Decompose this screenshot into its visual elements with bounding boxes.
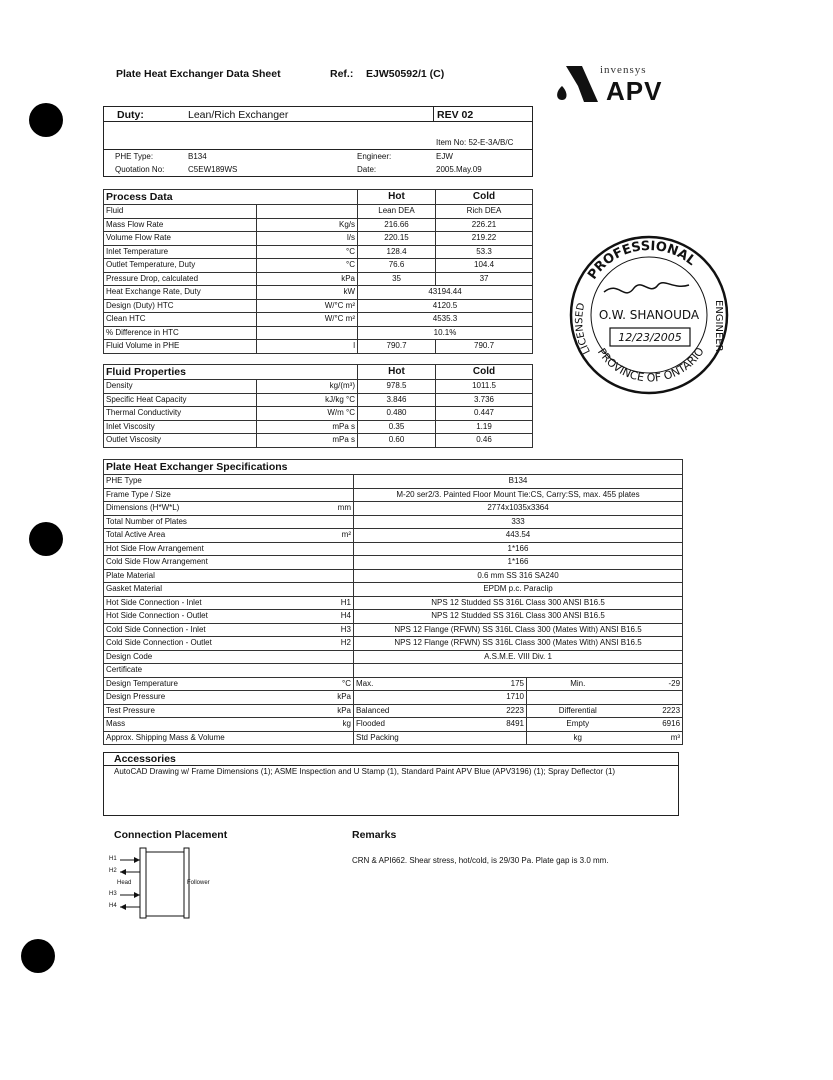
follower-label: Follower — [187, 880, 210, 886]
duty-label: Duty: — [117, 109, 144, 121]
table-row: Outlet Viscosity mPa s 0.60 0.46 — [104, 434, 533, 448]
h4-label: H4 — [109, 903, 117, 909]
stamp-engineer: ENGINEER — [713, 300, 724, 352]
accessories-box — [103, 752, 679, 816]
fluid-properties-title: Fluid Properties — [104, 365, 358, 380]
engineer-value: EJW — [436, 152, 453, 161]
table-row: Design Code A.S.M.E. VIII Div. 1 — [104, 650, 683, 664]
table-row: % Difference in HTC 10.1% — [104, 326, 533, 340]
table-row: Cold Side Flow Arrangement 1*166 — [104, 556, 683, 570]
table-row: Pressure Drop, calculated kPa 35 37 — [104, 272, 533, 286]
duty-value: Lean/Rich Exchanger — [188, 109, 289, 121]
table-row: Certificate — [104, 664, 683, 678]
stamp-licensed: LICENSED — [574, 301, 593, 356]
table-row: Hot Side Connection - Outlet H4 NPS 12 Studded SS 316L Class 300 ANSI B16.5 — [104, 610, 683, 624]
table-row: Dimensions (H*W*L) mm 2774x1035x3364 — [104, 502, 683, 516]
table-row: Design Pressure kPa 1710 — [104, 691, 683, 705]
accessories-text: AutoCAD Drawing w/ Frame Dimensions (1); ASME Inspection and U Stamp (1), Standard Paint APV Blue (APV3196) (1); Spray Deflector (1) — [114, 767, 616, 776]
h1-label: H1 — [109, 856, 117, 862]
apv-logo — [552, 62, 682, 106]
engineer-label: Engineer: — [357, 152, 392, 161]
date-label: Date: — [357, 165, 377, 174]
phe-type-label: PHE Type: — [115, 152, 154, 161]
fluid-properties-table — [103, 364, 533, 448]
table-row: Outlet Temperature, Duty °C 76.6 104.4 — [104, 259, 533, 273]
punch-hole — [29, 103, 63, 137]
signature-icon — [604, 283, 689, 293]
date-value: 2005.May.09 — [436, 165, 482, 174]
table-row: Test Pressure kPa Balanced 2223 Differential 2223 — [104, 704, 683, 718]
quotation-label: Quotation No: — [115, 165, 165, 174]
remarks-title: Remarks — [352, 829, 397, 841]
table-row: Plate Material 0.6 mm SS 316 SA240 — [104, 569, 683, 583]
connection-diagram — [106, 846, 226, 921]
table-row: Approx. Shipping Mass & Volume Std Packing kg m³ — [104, 731, 683, 745]
stamp-professional: PROFESSIONAL — [585, 238, 699, 283]
specifications-table — [103, 459, 683, 745]
svg-text:PROVINCE OF ONTARIO — [595, 345, 707, 385]
table-row: Inlet Viscosity mPa s 0.35 1.19 — [104, 420, 533, 434]
table-row: Mass Flow Rate Kg/s 216.66 226.21 — [104, 218, 533, 232]
cold-header: Cold — [436, 190, 533, 205]
stamp-date: 12/23/2005 — [618, 331, 682, 344]
engineer-stamp — [564, 230, 734, 400]
table-row: Density kg/(m³) 978.5 1011.5 — [104, 380, 533, 394]
table-row: Cold Side Connection - Inlet H3 NPS 12 Flange (RFWN) SS 316L Class 300 (Mates With) ANSI B16.5 — [104, 623, 683, 637]
table-row: Fluid Volume in PHE l 790.7 790.7 — [104, 340, 533, 354]
logo-company: invensys — [600, 64, 647, 76]
process-data-title: Process Data — [104, 190, 358, 205]
table-row: Volume Flow Rate l/s 220.15 219.22 — [104, 232, 533, 246]
table-row: Total Active Area m² 443.54 — [104, 529, 683, 543]
h3-label: H3 — [109, 891, 117, 897]
hot-header: Hot — [358, 365, 436, 380]
item-no: Item No: 52-E-3A/B/C — [436, 138, 514, 147]
head-label: Head — [117, 880, 132, 886]
revision: REV 02 — [437, 109, 474, 121]
logo-brand: APV — [606, 76, 663, 106]
table-row: Hot Side Flow Arrangement 1*166 — [104, 542, 683, 556]
table-row: Specific Heat Capacity kJ/kg °C 3.846 3.736 — [104, 393, 533, 407]
table-row: Frame Type / Size M-20 ser2/3. Painted Floor Mount Tie:CS, Carry:SS, max. 455 plates — [104, 488, 683, 502]
table-row: Cold Side Connection - Outlet H2 NPS 12 Flange (RFWN) SS 316L Class 300 (Mates With) ANSI B16.5 — [104, 637, 683, 651]
table-row: Heat Exchange Rate, Duty kW 43194.44 — [104, 286, 533, 300]
table-row: Fluid Lean DEA Rich DEA — [104, 205, 533, 219]
ref-value: EJW50592/1 (C) — [366, 68, 445, 80]
table-row: Design (Duty) HTC W/°C m² 4120.5 — [104, 299, 533, 313]
specifications-title: Plate Heat Exchanger Specifications — [104, 460, 683, 475]
table-row: Mass kg Flooded 8491 Empty 6916 — [104, 718, 683, 732]
remarks-text: CRN & API662. Shear stress, hot/cold, is 29/30 Pa. Plate gap is 3.0 mm. — [352, 856, 609, 865]
table-row: Design Temperature °C Max. 175 Min. -29 — [104, 677, 683, 691]
table-row: Thermal Conductivity W/m °C 0.480 0.447 — [104, 407, 533, 421]
hot-header: Hot — [358, 190, 436, 205]
cold-header: Cold — [436, 365, 533, 380]
connection-title: Connection Placement — [114, 829, 228, 841]
h2-label: H2 — [109, 868, 117, 874]
punch-hole — [29, 522, 63, 556]
quotation-value: C5EW189WS — [188, 165, 238, 174]
table-row: Hot Side Connection - Inlet H1 NPS 12 Studded SS 316L Class 300 ANSI B16.5 — [104, 596, 683, 610]
ref-label: Ref.: — [330, 68, 354, 80]
stamp-name: O.W. SHANOUDA — [598, 308, 700, 322]
stamp-province: PROVINCE OF ONTARIO — [594, 345, 707, 385]
table-row: Total Number of Plates 333 — [104, 515, 683, 529]
table-row: Clean HTC W/°C m² 4535.3 — [104, 313, 533, 327]
phe-type-value: B134 — [188, 152, 207, 161]
accessories-title: Accessories — [114, 753, 176, 765]
table-row: Inlet Temperature °C 128.4 53.3 — [104, 245, 533, 259]
process-data-table — [103, 189, 533, 354]
document-title: Plate Heat Exchanger Data Sheet — [116, 68, 281, 80]
table-row: Gasket Material EPDM p.c. Paraclip — [104, 583, 683, 597]
table-row: PHE Type B134 — [104, 475, 683, 489]
punch-hole — [21, 939, 55, 973]
